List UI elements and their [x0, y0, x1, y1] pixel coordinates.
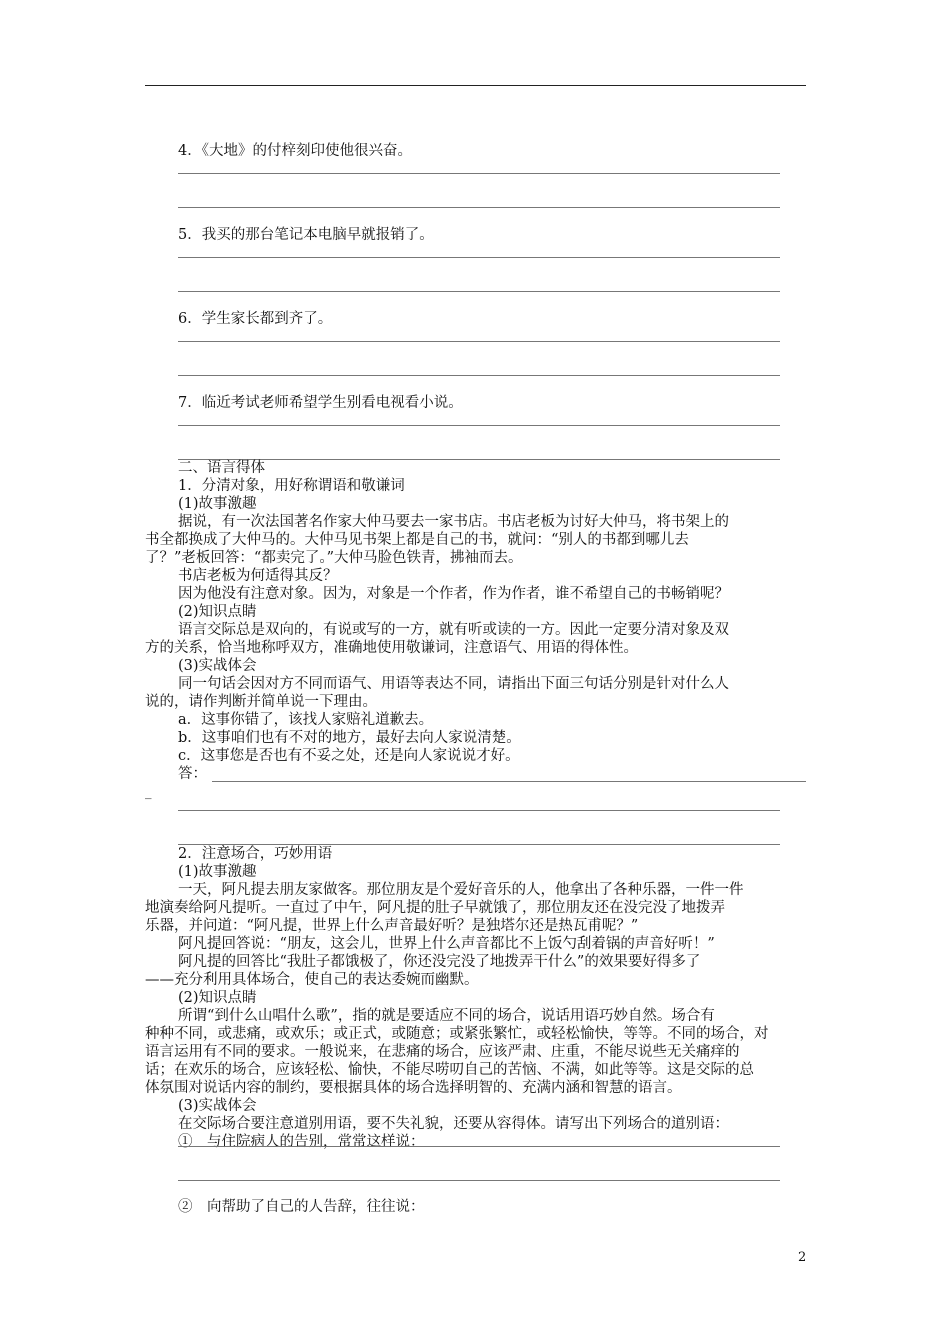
header-rule [145, 85, 806, 86]
answer-dash: _ [145, 785, 152, 800]
knowledge-line: 体氛围对说话内容的制约，要根据具体的场合选择明智的、充满内涵和智慧的语言。 [145, 1080, 682, 1096]
part2-title: 2．注意场合，巧妙用语 [178, 846, 333, 862]
practice-line: 同一句话会因对方不同而语气、用语等表达不同，请指出下面三句话分别是针对什么人 [178, 676, 729, 692]
part1-sub-story: (1)故事激趣 [178, 496, 257, 512]
story-line: 阿凡提的回答比“我肚子都饿极了，你还没完没了地拨弄干什么”的效果要好得多了 [178, 954, 701, 970]
answer-line[interactable] [178, 1180, 780, 1181]
question-4: 4．《大地》的付梓刻印使他很兴奋。 [178, 143, 412, 159]
answer-line[interactable] [212, 781, 806, 782]
knowledge-line: 语言交际总是双向的，有说或写的一方，就有听或读的一方。因此一定要分清对象及双 [178, 622, 729, 638]
question-7: 7．临近考试老师希望学生别看电视看小说。 [178, 395, 463, 411]
part1-sub-practice: (3)实战体会 [178, 658, 257, 674]
answer-line[interactable] [178, 173, 780, 174]
story-line: 阿凡提回答说：“朋友，这会儿，世界上什么声音都比不上饭勺刮着锅的声音好听！” [178, 936, 715, 952]
answer-line[interactable] [178, 207, 780, 208]
section-heading: 二、语言得体 [178, 460, 265, 476]
page-number: 2 [798, 1250, 807, 1265]
knowledge-line: 种种不同，或悲痛，或欢乐；或正式，或随意；或紧张繁忙，或轻松愉快，等等。不同的场合，对 [145, 1026, 769, 1042]
part1-sub-knowledge: (2)知识点睛 [178, 604, 257, 620]
story-line: ——充分利用具体场合，使自己的表达委婉而幽默。 [145, 972, 479, 988]
story-line: 据说，有一次法国著名作家大仲马要去一家书店。书店老板为讨好大仲马，将书架上的 [178, 514, 729, 530]
knowledge-line: 话；在欢乐的场合，应该轻松、愉快，不能尽唠叨自己的苦恼、不满，如此等等。这是交际的总 [145, 1062, 754, 1078]
story-line: 地演奏给阿凡提听。一直过了中午，阿凡提的肚子早就饿了，那位朋友还在没完没了地拨弄 [145, 900, 725, 916]
part2-sub-practice: (3)实战体会 [178, 1098, 257, 1114]
practice-option-c: c．这事您是否也有不妥之处，还是向人家说说才好。 [178, 748, 520, 764]
knowledge-line: 所谓“到什么山唱什么歌”，指的就是要适应不同的场合，说话用语巧妙自然。场合有 [178, 1008, 715, 1024]
story-line: 一天，阿凡提去朋友家做客。那位朋友是个爱好音乐的人，他拿出了各种乐器，一件一件 [178, 882, 744, 898]
part2-sub-knowledge: (2)知识点睛 [178, 990, 257, 1006]
part1-title: 1．分清对象，用好称谓语和敬谦词 [178, 478, 405, 494]
answer-line[interactable] [178, 375, 780, 376]
practice-line: 在交际场合要注意道别用语，要不失礼貌，还要从容得体。请写出下列场合的道别语： [178, 1116, 729, 1132]
answer-line[interactable] [178, 341, 780, 342]
knowledge-line: 方的关系，恰当地称呼双方，准确地使用敬谦词，注意语气、用语的得体性。 [145, 640, 638, 656]
practice-item-1: ① 与住院病人的告别，常常这样说： [178, 1134, 425, 1150]
answer-line[interactable] [178, 1146, 780, 1147]
answer-line[interactable] [178, 291, 780, 292]
answer-line[interactable] [178, 257, 780, 258]
story-question: 书店老板为何适得其反？ [178, 568, 338, 584]
practice-line: 说的，请作判断并简单说一下理由。 [145, 694, 377, 710]
question-6: 6．学生家长都到齐了。 [178, 311, 333, 327]
story-line: 乐器，并问道：“阿凡提，世界上什么声音最好听？是独塔尔还是热瓦甫呢？” [145, 918, 639, 934]
practice-option-a: a．这事你错了，该找人家赔礼道歉去。 [178, 712, 434, 728]
knowledge-line: 语言运用有不同的要求。一般说来，在悲痛的场合，应该严肃、庄重，不能尽说些无关痛痒的 [145, 1044, 740, 1060]
practice-item-2: ② 向帮助了自己的人告辞，往往说： [178, 1199, 425, 1215]
story-line: 书全都换成了大仲马的。大仲马见书架上都是自己的书，就问：“别人的书都到哪儿去 [145, 532, 689, 548]
answer-label: 答： [178, 766, 207, 782]
answer-line[interactable] [178, 810, 780, 811]
practice-option-b: b．这事咱们也有不对的地方，最好去向人家说清楚。 [178, 730, 521, 746]
story-line: 了？”老板回答：“都卖完了。”大仲马脸色铁青，拂袖而去。 [145, 550, 523, 566]
part2-sub-story: (1)故事激趣 [178, 864, 257, 880]
question-5: 5．我买的那台笔记本电脑早就报销了。 [178, 227, 434, 243]
answer-line[interactable] [178, 425, 780, 426]
story-answer: 因为他没有注意对象。因为，对象是一个作者，作为作者，谁不希望自己的书畅销呢？ [178, 586, 729, 602]
answer-line[interactable] [178, 459, 780, 460]
